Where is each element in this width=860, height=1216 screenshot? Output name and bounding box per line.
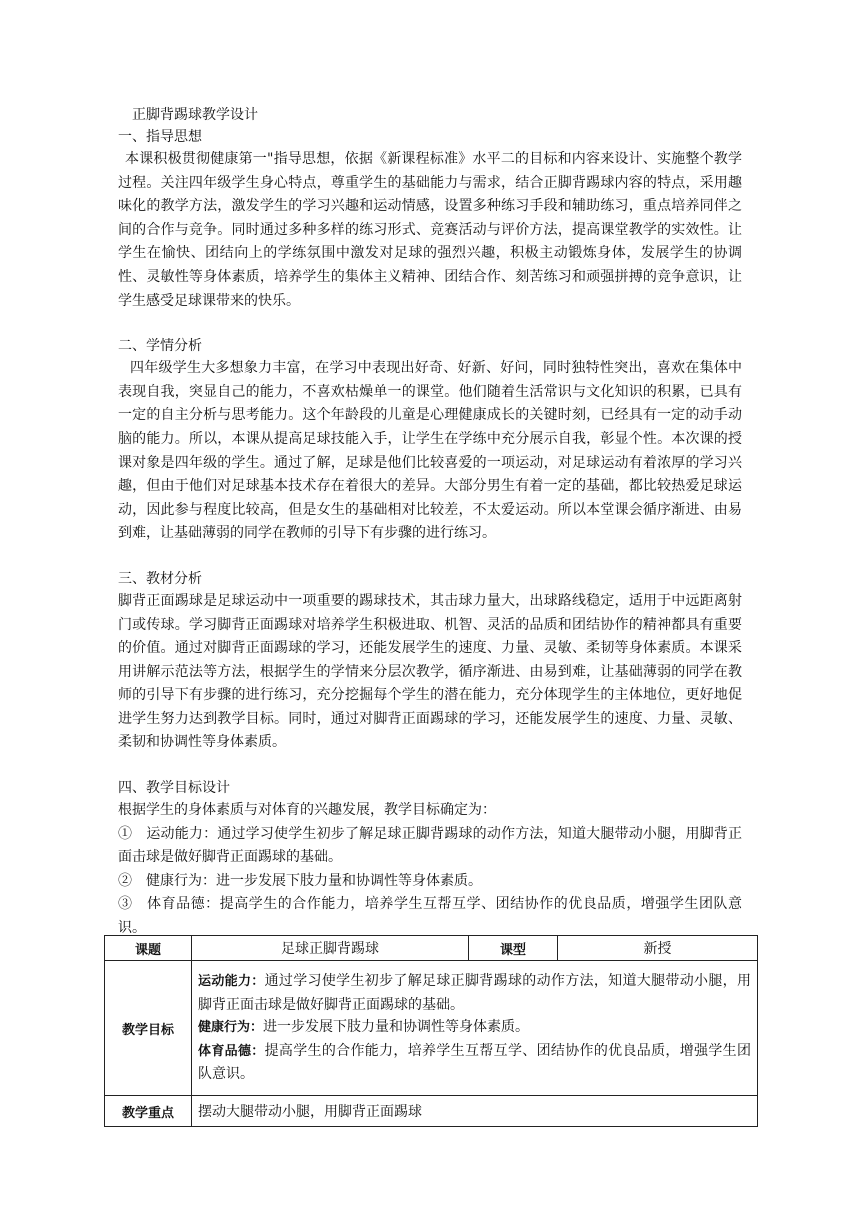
table-row-key-point bbox=[105, 1096, 758, 1127]
objective-health: 健康行为：进一步发展下肢力量和协调性等身体素质。 bbox=[198, 1019, 530, 1036]
section-heading-objectives: 四、教学目标设计 bbox=[118, 780, 230, 797]
section-body-material-analysis: 脚背正面踢球是足球运动中一项重要的踢球技术，其击球力量大，出球路线稳定，适用于中远距离射门或传球。学习脚背正面踢球对培养学生积极进取、机智、灵活的品质和团结协作的精神都具有重要的价值。通过对脚背正面踢球的学习，还能发展学生的速度、力量、灵敏、柔韧等身体素质。本课采用讲解示范法等方法，根据学生的学情来分层次教学，循序渐进、由易到难，让基础薄弱的同学在教师的引导下有步骤的进行练习，充分挖掘每个学生的潜在能力，充分体现学生的主体地位，更好地促进学生努力达到教学目标。同时，通过对脚背正面踢球的学习，还能发展学生的速度、力量、灵敏、柔韧和协调性等身体素质。 bbox=[118, 592, 742, 751]
section-body-guiding-thought: 本课积极贯彻健康第一"指导思想，依据《新课程标准》水平二的目标和内容来设计、实施整个教学过程。关注四年级学生身心特点，尊重学生的基础能力与需求，结合正脚背踢球内容的特点，采用趣味化的教学方法，激发学生的学习兴趣和运动情感，设置多种练习手段和辅助练习，重点培养同伴之间的合作与竞争。同时通过多种多样的练习形式、竞赛活动与评价方法，提高课堂教学的实效性。让学生在愉快、团结向上的学练氛围中激发对足球的强烈兴趣，积极主动锻炼身体，发展学生的协调性、灵敏性等身体素质，培养学生的集体主义精神、团结合作、刻苦练习和顽强拼搏的竞争意识，让学生感受足球课带来的快乐。 bbox=[118, 151, 742, 309]
objectives-label: 教学目标 bbox=[105, 961, 192, 1096]
key-point-value: 摆动大腿带动小腿，用脚背正面踢球 bbox=[192, 1096, 758, 1127]
objective-motor: 运动能力：通过学习使学生初步了解足球正脚背踢球的动作方法，知道大腿带动小腿，用脚背正面击球是做好脚背正面踢球的基础。 bbox=[198, 973, 751, 1013]
objectives-cell bbox=[192, 961, 758, 1096]
goal-item-ethics: ③ 体育品德：提高学生的合作能力，培养学生互帮互学、团结协作的优良品质，增强学生团队意识。 bbox=[118, 896, 742, 937]
objective-ethics: 体育品德：提高学生的合作能力，培养学生互帮互学、团结协作的优良品质，增强学生团队意识。 bbox=[198, 1042, 751, 1083]
topic-label: 课题 bbox=[105, 936, 192, 961]
section-heading-material-analysis: 三、教材分析 bbox=[118, 570, 202, 587]
lesson-table bbox=[104, 935, 758, 1127]
goal-item-motor: ① 运动能力：通过学习使学生初步了解足球正脚背踢球的动作方法，知道大腿带动小腿，用脚背正面击球是做好脚背正面踢球的基础。 bbox=[118, 825, 742, 866]
key-point-label: 教学重点 bbox=[105, 1096, 192, 1127]
document-body bbox=[118, 104, 742, 941]
section-body-student-analysis: 四年级学生大多想象力丰富，在学习中表现出好奇、好新、好问，同时独特性突出，喜欢在集体中表现自我，突显自己的能力，不喜欢枯燥单一的课堂。他们随着生活常识与文化知识的积累，已具有一定的自主分析与思考能力。这个年龄段的儿童是心理健康成长的关键时刻，已经具有一定的动手动脑的能力。所以，本课从提高足球技能入手，让学生在学练中充分展示自我，彰显个性。本次课的授课对象是四年级的学生。通过了解，足球是他们比较喜爱的一项运动，对足球运动有着浓厚的学习兴趣，但由于他们对足球基本技术存在着很大的差异。大部分男生有着一定的基础，都比较热爱足球运动，因此参与程度比较高，但是女生的基础相对比较差，不太爱运动。所以本堂课会循序渐进、由易到难，让基础薄弱的同学在教师的引导下有步骤的进行练习。 bbox=[118, 360, 742, 542]
type-label: 课型 bbox=[469, 936, 558, 961]
topic-value: 足球正脚背踢球 bbox=[192, 936, 469, 961]
objectives-intro: 根据学生的身体素质与对体育的兴趣发展，教学目标确定为： bbox=[118, 802, 496, 819]
goal-item-health: ② 健康行为：进一步发展下肢力量和协调性等身体素质。 bbox=[118, 872, 482, 889]
table-row-topic bbox=[105, 936, 758, 961]
table-row-objectives bbox=[105, 961, 758, 1096]
document-title: 正脚背踢球教学设计 bbox=[132, 107, 258, 123]
section-heading-guiding-thought: 一、指导思想 bbox=[118, 129, 202, 145]
section-heading-student-analysis: 二、学情分析 bbox=[118, 338, 202, 355]
type-value: 新授 bbox=[558, 936, 758, 961]
